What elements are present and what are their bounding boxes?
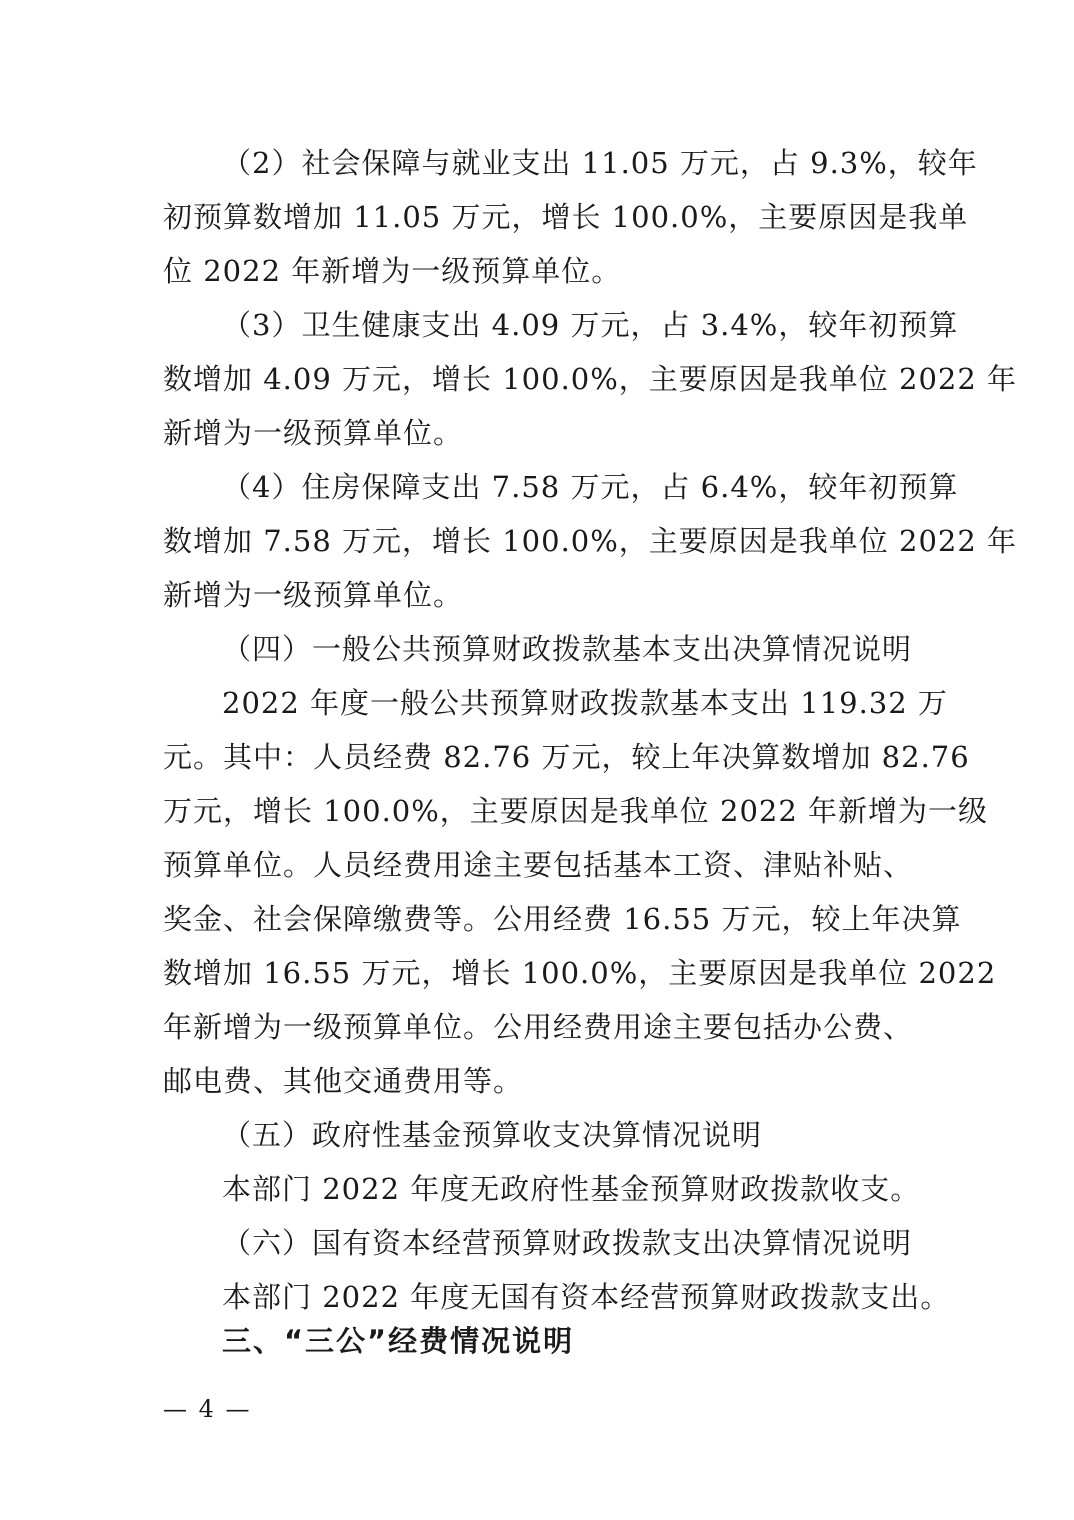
paragraph-line: （4）住房保障支出 7.58 万元，占 6.4%，较年初预算 <box>222 470 959 504</box>
paragraph-line: 位 2022 年新增为一级预算单位。 <box>163 254 622 288</box>
paragraph-line: 本部门 2022 年度无政府性基金预算财政拨款收支。 <box>222 1172 921 1206</box>
paragraph-line: 新增为一级预算单位。 <box>163 578 464 612</box>
paragraph-line: 预算单位。人员经费用途主要包括基本工资、津贴补贴、 <box>163 848 914 882</box>
paragraph-line: （3）卫生健康支出 4.09 万元，占 3.4%，较年初预算 <box>222 308 959 342</box>
paragraph-line: 本部门 2022 年度无国有资本经营预算财政拨款支出。 <box>222 1280 951 1314</box>
paragraph-line: 数增加 16.55 万元，增长 100.0%，主要原因是我单位 2022 <box>163 956 997 990</box>
paragraph-line: （2）社会保障与就业支出 11.05 万元，占 9.3%，较年 <box>222 146 978 180</box>
page-number: — 4 — <box>163 1395 252 1423</box>
paragraph-line: 新增为一级预算单位。 <box>163 416 464 450</box>
section-heading: （六）国有资本经营预算财政拨款支出决算情况说明 <box>222 1226 913 1260</box>
paragraph-line: 万元，增长 100.0%，主要原因是我单位 2022 年新增为一级 <box>163 794 989 828</box>
section-title: 三、“三公”经费情况说明 <box>222 1324 575 1358</box>
section-heading: （五）政府性基金预算收支决算情况说明 <box>222 1118 763 1152</box>
paragraph-line: 初预算数增加 11.05 万元，增长 100.0%，主要原因是我单 <box>163 200 969 234</box>
paragraph-line: 2022 年度一般公共预算财政拨款基本支出 119.32 万 <box>222 686 948 720</box>
paragraph-line: 元。其中：人员经费 82.76 万元，较上年决算数增加 82.76 <box>163 740 970 774</box>
paragraph-line: 数增加 4.09 万元，增长 100.0%，主要原因是我单位 2022 年 <box>163 362 1018 396</box>
section-heading: （四）一般公共预算财政拨款基本支出决算情况说明 <box>222 632 913 666</box>
paragraph-line: 奖金、社会保障缴费等。公用经费 16.55 万元，较上年决算 <box>163 902 962 936</box>
paragraph-line: 邮电费、其他交通费用等。 <box>163 1064 524 1098</box>
paragraph-line: 年新增为一级预算单位。公用经费用途主要包括办公费、 <box>163 1010 914 1044</box>
paragraph-line: 数增加 7.58 万元，增长 100.0%，主要原因是我单位 2022 年 <box>163 524 1018 558</box>
